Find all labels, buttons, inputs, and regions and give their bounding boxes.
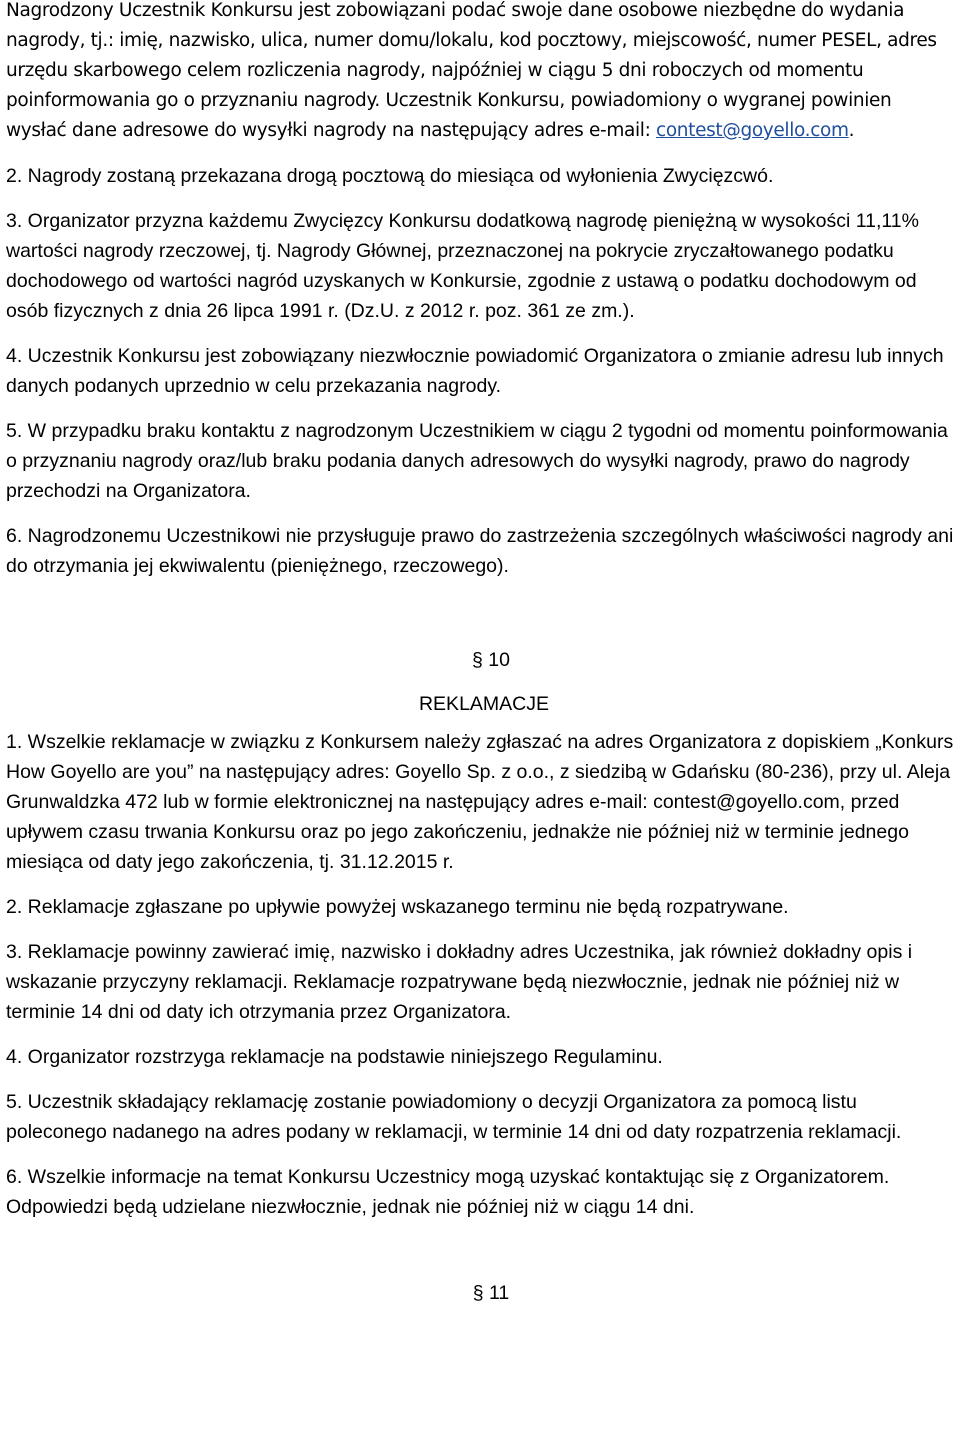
section-heading-11: § 11 (472, 1282, 510, 1304)
paragraph-complaints-2: 2. Reklamacje zgłaszane po upływie powyżej wskazanego terminu nie będą rozpatrywane. (6, 896, 789, 918)
document-page (6, 0, 956, 1308)
paragraph-4-address-change: 4. Uczestnik Konkursu jest zobowiązany niezwłocznie powiadomić Organizatora o zmianie adresu lub innych danych podanych uprzednio w celu przekazania nagrody. (6, 345, 944, 397)
paragraph-6-no-equivalent: 6. Nagrodzonemu Uczestnikowi nie przysługuje prawo do zastrzeżenia szczególnych właściwości nagrody ani do otrzymania jej ekwiwalentu (pieniężnego, rzeczowego). (6, 525, 954, 577)
section-title-reklamacje: REKLAMACJE (418, 693, 550, 715)
paragraph-3-tax-bonus: 3. Organizator przyzna każdemu Zwycięzcy Konkursu dodatkową nagrodę pieniężną w wysokości 11,11% wartości nagrody rzeczowej, tj. Nagrody Głównej, przeznaczonej na pokrycie zryczałtowanego podatku dochodowego od wartości nagród uzyskanych w Konkursie, zgodnie z ustawą o podatku dochodowym od osób fizycznych z dnia 26 lipca 1991 r. (Dz.U. z 2012 r. poz. 361 ze zm.). (6, 210, 919, 322)
paragraph-complaints-3: 3. Reklamacje powinny zawierać imię, nazwisko i dokładny adres Uczestnika, jak również dokładny opis i wskazanie przyczyny reklamacji. Reklamacje rozpatrywane będą niezwłocznie, jednak nie później niż w terminie 14 dni od daty ich otrzymania przez Organizatora. (6, 941, 913, 1023)
paragraph-2-delivery: 2. Nagrody zostaną przekazana drogą pocztową do miesiąca od wyłonienia Zwycięzcwó. (6, 165, 774, 187)
paragraph-prize-personal-data (6, 0, 956, 146)
paragraph-complaints-6: 6. Wszelkie informacje na temat Konkursu Uczestnicy mogą uzyskać kontaktując się z Organizatorem. Odpowiedzi będą udzielane niezwłocznie, jednak nie później niż w ciągu 14 dni. (6, 1166, 890, 1218)
email-link[interactable]: contest@goyello.com (656, 120, 849, 141)
section-heading-10: § 10 (472, 649, 510, 671)
paragraph-end: . (848, 120, 855, 141)
paragraph-5-no-contact: 5. W przypadku braku kontaktu z nagrodzonym Uczestnikiem w ciągu 2 tygodni od momentu poinformowania o przyznaniu nagrody oraz/lub braku podania danych adresowych do wysyłki nagrody, prawo do nagrody przechodzi na Organizatora. (6, 420, 948, 502)
paragraph-complaints-1: 1. Wszelkie reklamacje w związku z Konkursem należy zgłaszać na adres Organizatora z dopiskiem „Konkurs How Goyello are you” na następujący adres: Goyello Sp. z o.o., z siedzibą w Gdańsku (80-236), przy ul. Aleja Grunwaldzka 472 lub w formie elektronicznej na następujący adres e-mail: contest@goyello.com, przed upływem czasu trwania Konkursu oraz po jego zakończeniu, jednakże nie później niż w terminie jednego miesiąca od daty jego zakończenia, tj. 31.12.2015 r. (6, 731, 954, 873)
paragraph-complaints-5: 5. Uczestnik składający reklamację zostanie powiadomiony o decyzji Organizatora za pomocą listu poleconego nadanego na adres podany w reklamacji, w terminie 14 dni od daty rozpatrzenia reklamacji. (6, 1091, 902, 1143)
paragraph-text: Nagrodzony Uczestnik Konkursu jest zobowiązani podać swoje dane osobowe niezbędne do wydania nagrody, tj.: imię, nazwisko, ulica, numer domu/lokalu, kod pocztowy, miejscowość, numer PESEL, adres urzędu skarbowego celem rozliczenia nagrody, najpóźniej w ciągu 5 dni roboczych od momentu poinformowania go o przyznaniu nagrody. Uczestnik Konkursu, powiadomiony o wygranej powinien wysłać dane adresowe do wysyłki nagrody na następujący adres e-mail: (6, 0, 937, 141)
paragraph-complaints-4: 4. Organizator rozstrzyga reklamacje na podstawie niniejszego Regulaminu. (6, 1046, 663, 1068)
